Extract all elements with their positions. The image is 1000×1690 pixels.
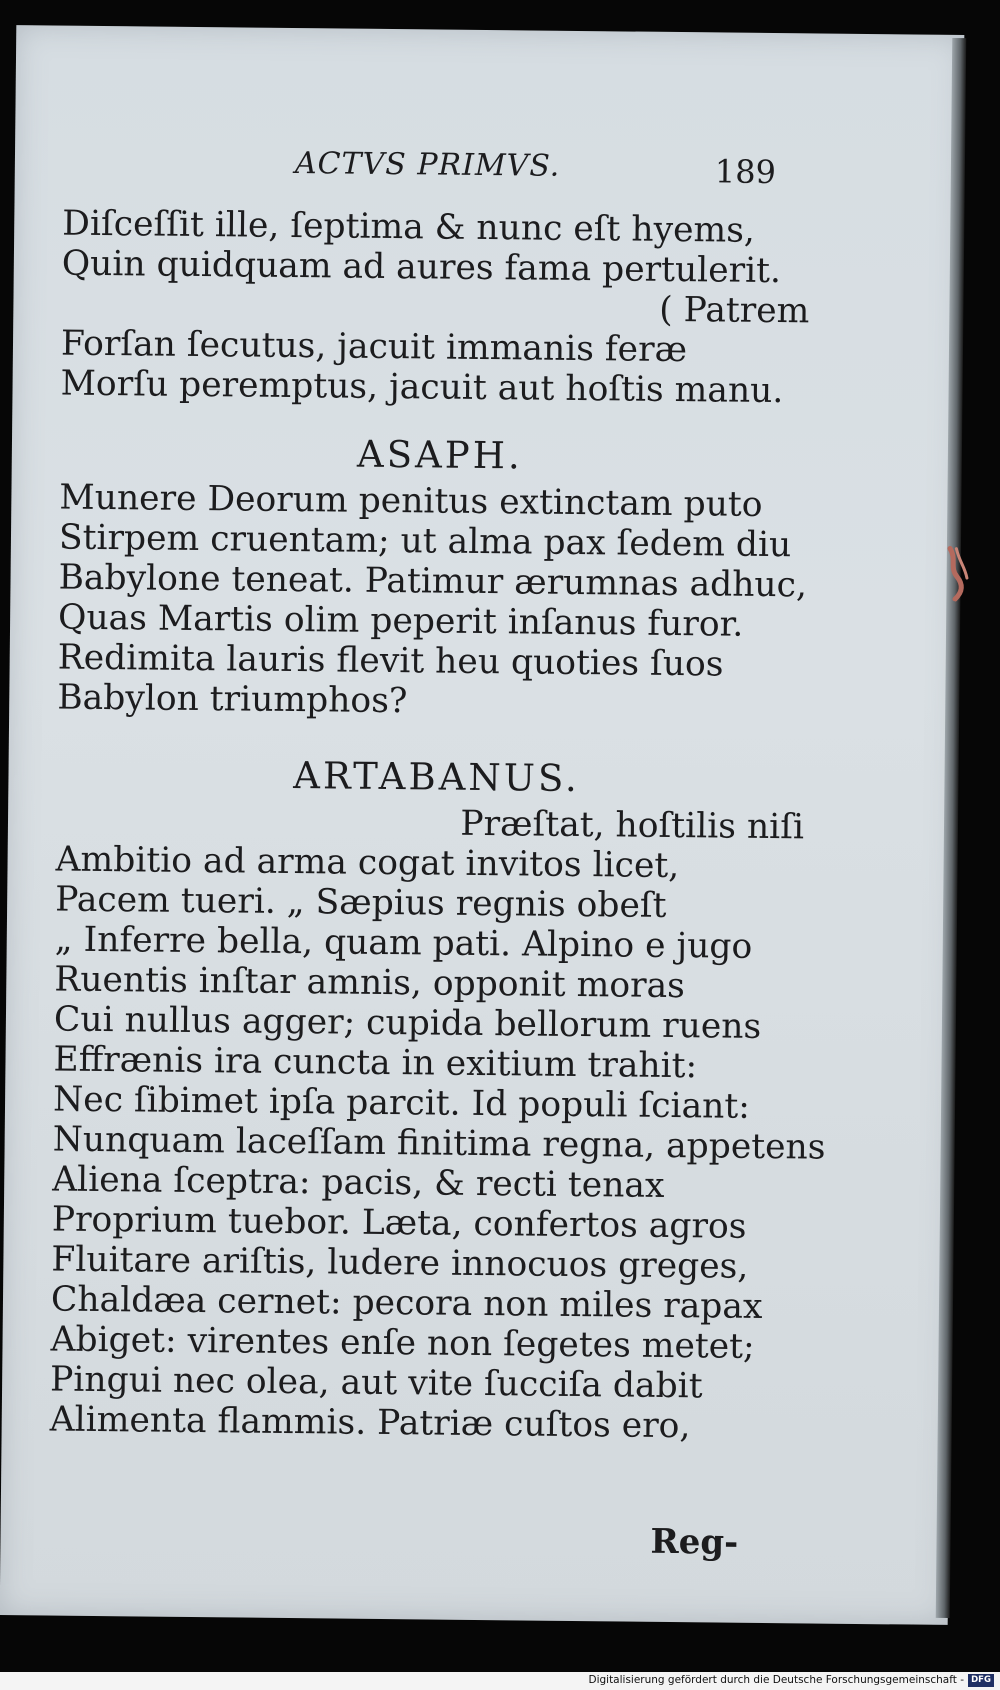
play-text: [49, 203, 826, 1448]
verse-line: Babylone teneat. Patimur ærumnas adhuc,: [58, 557, 808, 606]
verse-line: Stirpem cruentam; ut alma pax ſedem diu: [58, 517, 792, 566]
verse-line: Chaldæa cernet: pecora non miles rapax: [50, 1279, 763, 1327]
verse-line: „ Inferre bella, quam pati. Alpino e jugo: [54, 919, 753, 967]
speaker-heading-artabanus: ARTABANUS.: [293, 754, 580, 801]
verse-line: Diſceſſit ille, ſeptima & nunc eſt hyems,: [62, 203, 756, 251]
verse-line: Babylon triumphos?: [57, 677, 408, 722]
verse-line: Quin quidquam ad aures fama pertulerit.: [61, 243, 782, 292]
verse-line: Ambitio ad arma cogat invitos licet,: [55, 839, 680, 887]
digitization-footer: [0, 1672, 1000, 1690]
page-header: [295, 146, 815, 201]
verse-line-turnover: ( Patrem: [659, 289, 810, 332]
verse-line: Cui nullus agger; cupida bellorum ruens: [53, 999, 762, 1047]
footer-credit: Digitalisierung gefördert durch die Deutsche Forschungsgemeinschaft -: [588, 1674, 964, 1686]
verse-line: Abiget: virentes enſe non ſegetes metet;: [50, 1319, 755, 1367]
verse-line: Quas Martis olim peperit inſanus furor.: [57, 597, 744, 645]
book-page: [0, 25, 964, 1625]
verse-line: Forſan ſecutus, jacuit immanis feræ: [60, 323, 688, 371]
verse-line: Munere Deorum penitus extinctam puto: [59, 477, 763, 525]
verse-line: Redimita lauris flevit heu quoties ſuos: [57, 637, 724, 685]
catchword: Reg-: [650, 1521, 739, 1563]
verse-line: Ruentis inſtar amnis, opponit moras: [54, 959, 686, 1007]
running-head: ACTVS PRIMVS.: [294, 146, 561, 184]
verse-line: Pacem tueri. „ Sæpius regnis obeſt: [54, 879, 667, 926]
speaker-heading-asaph: ASAPH.: [356, 432, 523, 478]
verse-line: Alimenta flammis. Patriæ cuſtos ero,: [49, 1399, 691, 1447]
verse-line: Fluitare ariſtis, ludere innocuos greges,: [51, 1239, 749, 1287]
verse-line: Proprium tuebor. Læta, confertos agros: [51, 1199, 747, 1247]
page-number: 189: [714, 152, 777, 192]
verse-line: Morſu peremptus, jacuit aut hoſtis manu.: [60, 363, 784, 412]
verse-line: Nunquam laceſſam finitima regna, appetens: [52, 1119, 826, 1168]
verse-line: Effrænis ira cuncta in exitium trahit:: [53, 1039, 698, 1087]
dfg-logo: DFG: [968, 1674, 994, 1687]
verse-line: Pingui nec olea, aut vite ſucciſa dabit: [49, 1359, 703, 1407]
verse-line: Aliena ſceptra: pacis, & recti tenax: [52, 1159, 665, 1206]
verse-line: Nec ſibimet ipſa parcit. Id populi ſciant:: [52, 1079, 751, 1127]
verse-line-half: Præſtat, hoſtilis niſi: [460, 803, 805, 848]
